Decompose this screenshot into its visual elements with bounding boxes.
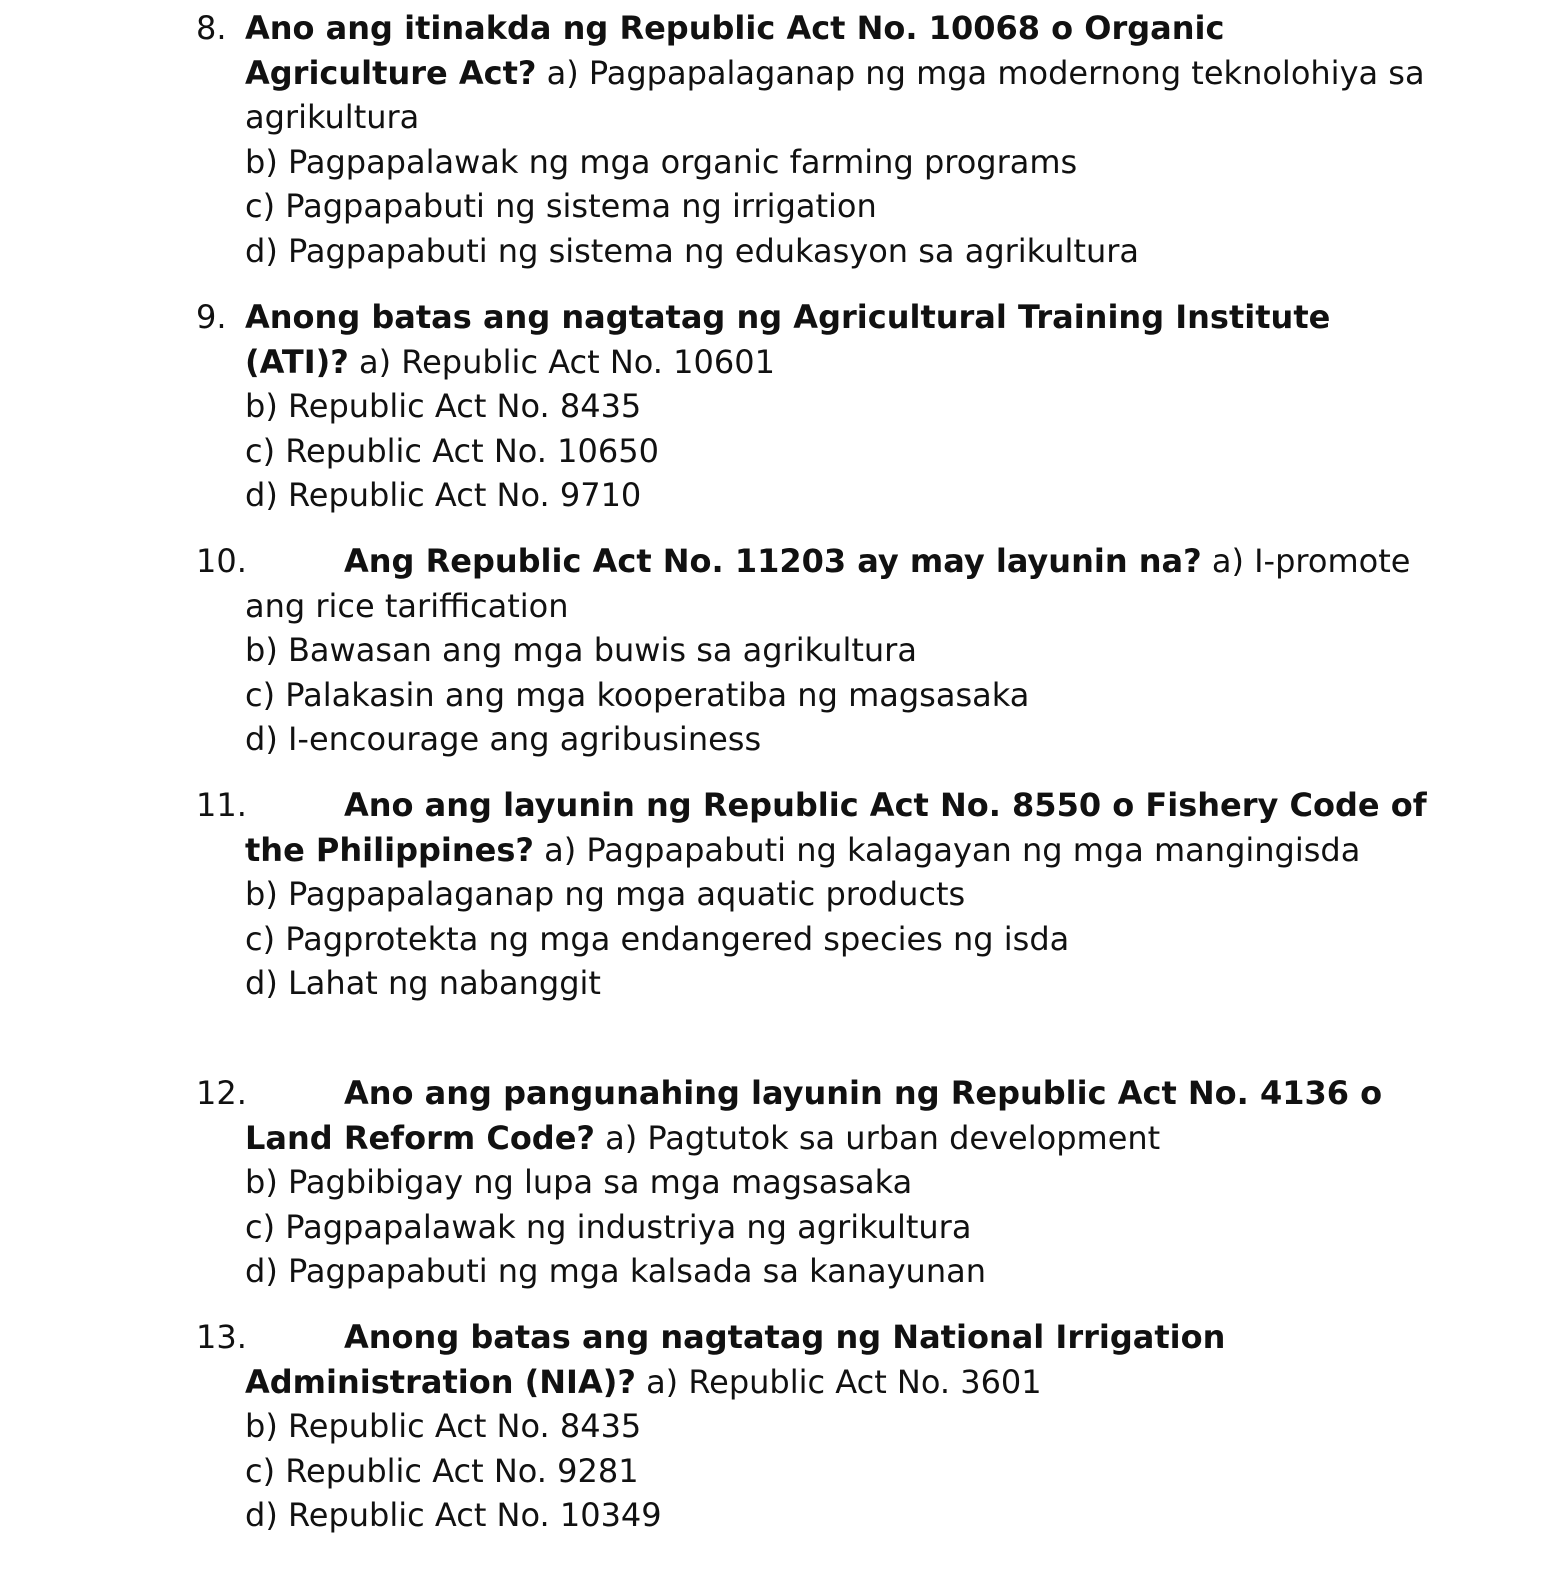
option-a: a) Republic Act No. 10601 — [359, 342, 775, 381]
option-c: c) Republic Act No. 10650 — [245, 431, 659, 470]
option-c: c) Pagpapalawak ng industriya ng agrikultura — [245, 1207, 972, 1246]
question-stem: Anong batas ang nagtatag ng National Irrigation Administration (NIA)? — [245, 1318, 1226, 1401]
option-a: a) Pagtutok sa urban development — [605, 1118, 1161, 1157]
option-d: d) Republic Act No. 9710 — [245, 476, 642, 514]
question-number: 9. — [196, 298, 227, 336]
question-number: 8. — [196, 9, 227, 47]
question-11 — [0, 783, 1560, 1006]
option-c: c) Pagpapabuti ng sistema ng irrigation — [245, 187, 877, 225]
option-b: b) Republic Act No. 8435 — [245, 1407, 642, 1445]
option-c: c) Palakasin ang mga kooperatiba ng magsasaka — [245, 675, 1030, 714]
question-number: 13. — [196, 1318, 247, 1356]
option-b: b) Pagbibigay ng lupa sa mga magsasaka — [245, 1163, 913, 1201]
question-stem: Anong batas ang nagtatag ng Agricultural Training Institute (ATI)? — [245, 298, 1331, 381]
option-c: c) Pagprotekta ng mga endangered species ng isda — [245, 919, 1070, 958]
option-d: d) Republic Act No. 10349 — [245, 1496, 662, 1534]
question-number: 12. — [196, 1074, 247, 1112]
option-b: b) Pagpapalaganap ng mga aquatic products — [245, 875, 966, 913]
option-d: d) I-encourage ang agribusiness — [245, 720, 762, 758]
question-number: 10. — [196, 542, 247, 580]
option-b: b) Bawasan ang mga buwis sa agrikultura — [245, 631, 917, 669]
option-c: c) Republic Act No. 9281 — [245, 1451, 639, 1490]
question-10 — [0, 539, 1560, 762]
question-12 — [0, 1071, 1560, 1294]
option-b: b) Pagpapalawak ng mga organic farming programs — [245, 142, 1078, 181]
option-d: d) Pagpapabuti ng sistema ng edukasyon sa agrikultura — [245, 231, 1139, 270]
question-13 — [0, 1315, 1560, 1538]
question-stem: Ano ang layunin ng Republic Act No. 8550 o Fishery Code of the Philippines? — [245, 786, 1427, 869]
option-a: a) I-promote ang rice tariffication — [245, 542, 1411, 625]
question-stem: Ano ang itinakda ng Republic Act No. 10068 o Organic Agriculture Act? — [245, 9, 1225, 92]
option-a: a) Republic Act No. 3601 — [646, 1362, 1042, 1401]
option-d: d) Lahat ng nabanggit — [245, 964, 601, 1002]
question-8 — [0, 6, 1560, 273]
option-a: a) Pagpapalaganap ng mga modernong teknolohiya sa agrikultura — [245, 53, 1425, 136]
option-d: d) Pagpapabuti ng mga kalsada sa kanayunan — [245, 1252, 986, 1290]
question-9 — [0, 295, 1560, 518]
question-stem: Ano ang pangunahing layunin ng Republic Act No. 4136 o Land Reform Code? — [245, 1074, 1383, 1157]
option-a: a) Pagpapabuti ng kalagayan ng mga mangingisda — [544, 830, 1361, 869]
option-b: b) Republic Act No. 8435 — [245, 387, 642, 425]
question-number: 11. — [196, 786, 247, 824]
question-stem: Ang Republic Act No. 11203 ay may layunin na? — [344, 542, 1202, 580]
